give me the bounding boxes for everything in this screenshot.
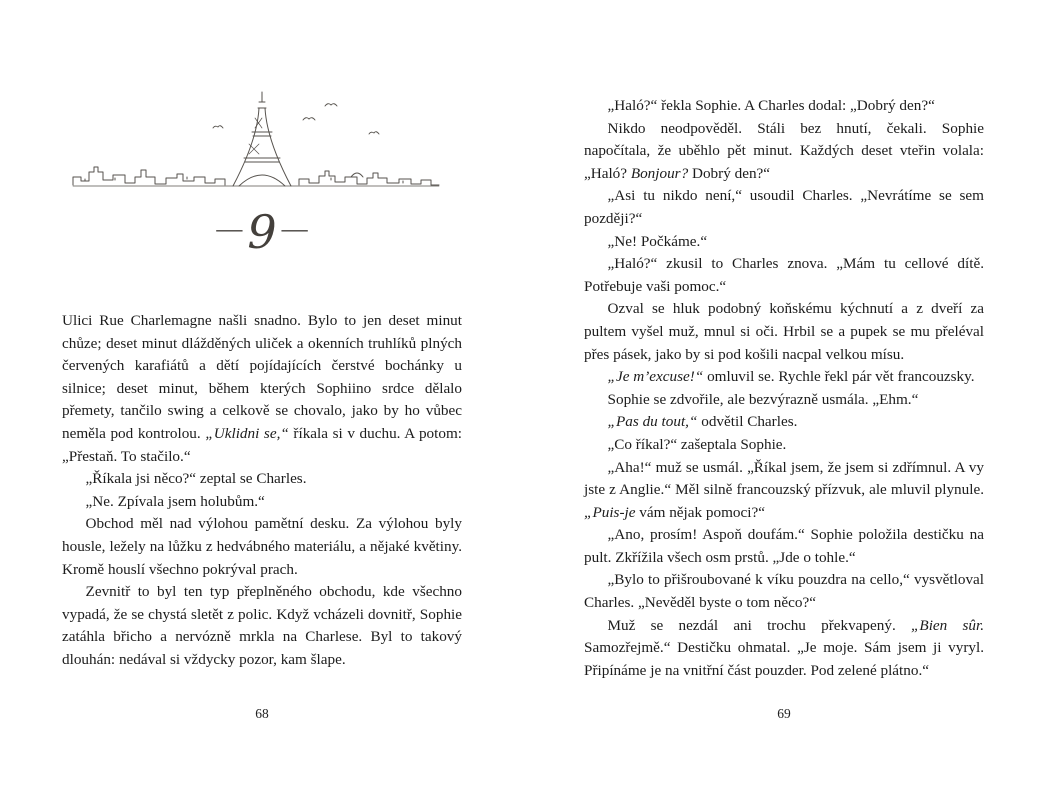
- page-right: [584, 0, 984, 800]
- paragraph: Nikdo neodpověděl. Stáli bez hnutí, čekali. Sophie napočítala, že uběhlo pět minut. Každých deset vteřin volala: „Haló? Bonjour? Dobrý den?“: [584, 119, 984, 182]
- paragraph: „Říkala jsi něco?“ zeptal se Charles.: [85, 470, 307, 488]
- paragraph: „Co říkal?“ zašeptala Sophie.: [607, 435, 787, 453]
- chapter-number: [62, 205, 462, 259]
- paragraph: Obchod měl nad výlohou pamětní desku. Za výlohou byly housle, ležely na lůžku z hedvábného materiálu, a nějaké květiny. Kromě houslí všechno pokrýval prach.: [62, 515, 462, 578]
- paragraph: „Ano, prosím! Aspoň doufám.“ Sophie položila destičku na pult. Zkřížila všech osm prstů. „Jde o tohle.“: [584, 526, 984, 566]
- eiffel-tower-skyline-icon: [67, 86, 457, 194]
- paragraph: „Haló?“ řekla Sophie. A Charles dodal: „Dobrý den?“: [607, 97, 935, 114]
- paris-skyline-illustration: [62, 86, 462, 196]
- chapter-dash-right: —: [281, 214, 308, 243]
- paragraph: Sophie se zdvořile, ale bezvýrazně usmála. „Ehm.“: [607, 390, 919, 408]
- paragraph: „Bylo to přišroubované k víku pouzdra na cello,“ vysvětloval Charles. „Nevěděl byste o tom něco?“: [584, 571, 984, 612]
- paragraph: „Je m’excuse!“ omluvil se. Rychle řekl pár vět francouzsky.: [607, 368, 975, 386]
- paragraph: „Haló?“ zkusil to Charles znova. „Mám tu cellové dítě. Potřebuje vaši pomoc.“: [584, 255, 984, 295]
- paragraph: Ulici Rue Charlemagne našli snadno. Bylo to jen deset minut chůze; deset minut dlážděných uliček a okenních truhlíků plných červených karafiátů a dětí pojídajících čerstvé bochánky u silnice; deset minut, během kterých Sophiino srdce dělalo přemety, tančilo swing a celkově se chovalo, jako by ho vůbec neměla pod kontrolou. „Uklidni se,“ říkala si v duchu. A potom: „Přestaň. To stačilo.“: [62, 312, 462, 465]
- chapter-dash-left: —: [216, 214, 243, 243]
- page-number-right: 69: [777, 706, 791, 721]
- page-left: [62, 0, 462, 800]
- paragraph: Zevnitř to byl ten typ přeplněného obchodu, kde všechno vypadá, že se chystá sletět z polic. Když vcházeli dovnitř, Sophie zatáhla břicho a nervózně mrkla na Charlese. Byl to takový dlouhán: nedával si vždycky pozor, kam šlape.: [62, 583, 462, 668]
- page-left-body: [62, 310, 462, 672]
- paragraph: „Aha!“ muž se usmál. „Říkal jsem, že jsem si zdřímnul. A vy jste z Anglie.“ Měl silně francouzský přízvuk, ale mluvil plynule. „Puis-je vám nějak pomoci?“: [584, 458, 984, 521]
- chapter-numeral: 9: [247, 205, 277, 259]
- paragraph: Ozval se hluk podobný koňskému kýchnutí a z dveří za pultem vyšel muž, mnul si oči. Hrbil se a pupek se mu přeléval přes pásek, jako by si pod košili nacpal velkou mísu.: [584, 300, 984, 363]
- paragraph: „Asi tu nikdo není,“ usoudil Charles. „Nevrátíme se sem později?“: [584, 187, 984, 227]
- paragraph: „Ne! Počkáme.“: [607, 232, 708, 250]
- page-right-body: [584, 95, 984, 682]
- page-number-left: 68: [255, 706, 269, 721]
- paragraph: „Pas du tout,“ odvětil Charles.: [607, 413, 798, 431]
- paragraph: „Ne. Zpívala jsem holubům.“: [85, 492, 265, 510]
- paragraph: Muž se nezdál ani trochu překvapený. „Bien sûr. Samozřejmě.“ Destičku ohmatal. „Je moje. Sám jsem ji vyryl. Připínáme je na vnitřní část pouzder. Pod zelené plátno.“: [584, 616, 984, 679]
